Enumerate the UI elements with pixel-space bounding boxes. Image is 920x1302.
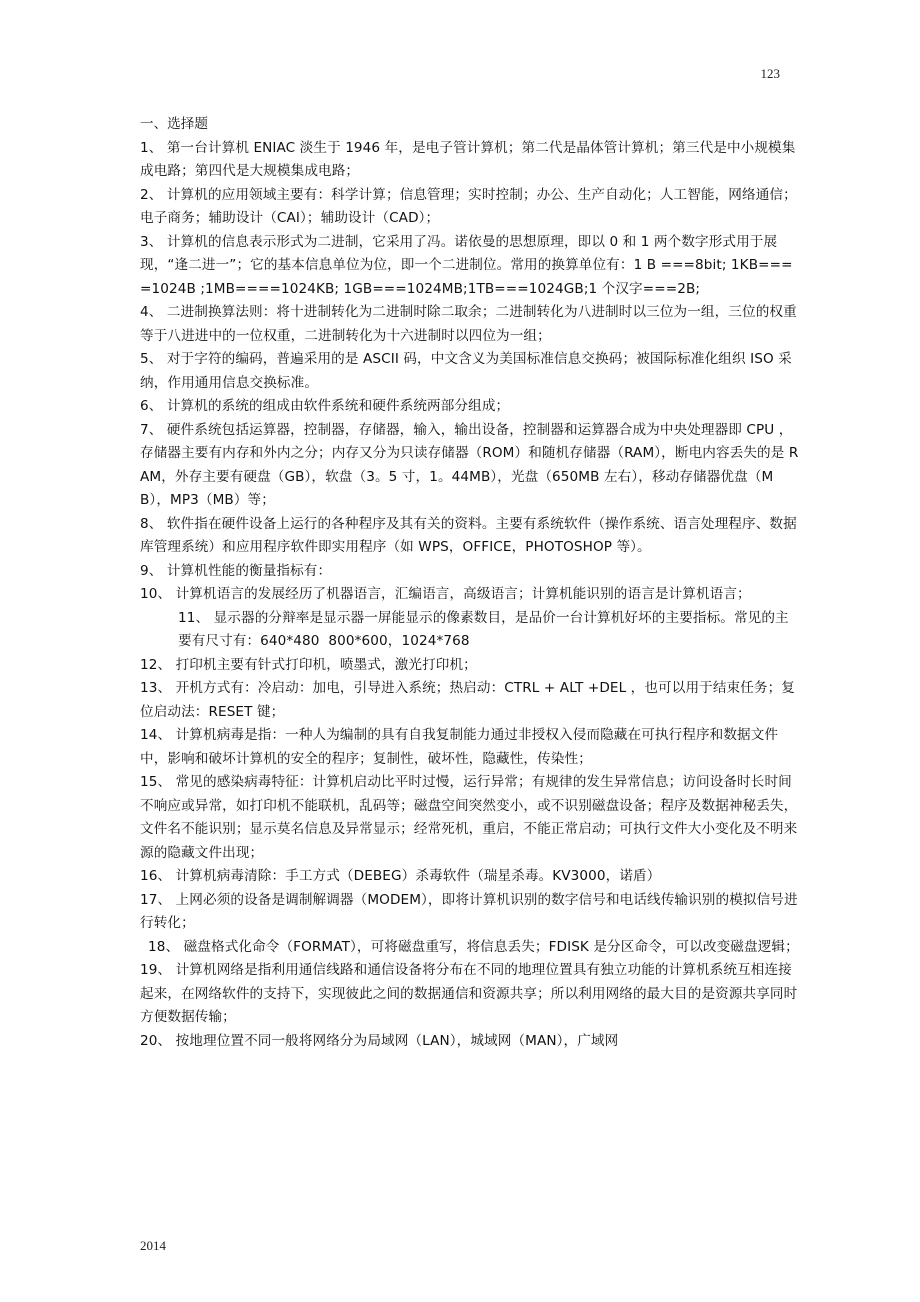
- list-item-8: 8、 软件指在硬件设备上运行的各种程序及其有关的资料。主要有系统软件（操作系统、语言处理程序、数据库管理系统）和应用程序软件即实用程序（如 WPS，OFFICE，PHOTOSHOP 等）。: [140, 515, 797, 555]
- footer-year: 2014: [140, 1238, 166, 1253]
- list-item-14: 14、 计算机病毒是指：一种人为编制的具有自我复制能力通过非授权入侵而隐藏在可执行程序和数据文件中，影响和破坏计算机的安全的程序；复制性，破坏性，隐藏性，传染性；: [140, 727, 779, 767]
- page-number: 123: [760, 66, 780, 81]
- list-item-7: 7、 硬件系统包括运算器，控制器，存储器，输入，输出设备，控制器和运算器合成为中央处理器即 CPU ，存储器主要有内存和外内之分；内存又分为只读存储器（ROM）和随机存储器（RAM），断电内容丢失的是 RAM，外存主要有硬盘（GB），软盘（3。5 寸，1。44MB），光盘（650MB 左右），移动存储器优盘（MB），MP3（MB）等；: [140, 421, 799, 508]
- list-item-1: 1、 第一台计算机 ENIAC 淡生于 1946 年，是电子管计算机；第二代是晶体管计算机；第三代是中小规模集成电路；第四代是大规模集成电路；: [140, 139, 796, 179]
- list-item-16: 16、 计算机病毒清除：手工方式（DEBEG）杀毒软件（瑞星杀毒。KV3000，诺盾）: [140, 868, 661, 884]
- list-item-19: 19、 计算机网络是指利用通信线路和通信设备将分布在不同的地理位置具有独立功能的计算机系统互相连接起来，在网络软件的支持下，实现彼此之间的数据通信和资源共享；所以利用网络的最大目的是资源共享同时方便数据传输；: [140, 962, 798, 1025]
- list-item-6: 6、 计算机的系统的组成由软件系统和硬件系统两部分组成；: [140, 398, 510, 414]
- list-item-15: 15、 常见的感染病毒特征：计算机启动比平时过慢，运行异常；有规律的发生异常信息；访问设备时长时间不响应或异常，如打印机不能联机，乱码等；磁盘空间突然变小，或不识别磁盘设备；程序及数据神秘丢失，文件名不能识别；显示莫名信息及异常显示；经常死机，重启，不能正常启动；可执行文件大小变化及不明来源的隐藏文件出现；: [140, 774, 798, 861]
- list-item-2: 2、 计算机的应用领域主要有：科学计算；信息管理；实时控制；办公、生产自动化；人工智能，网络通信；电子商务；辅助设计（CAI）；辅助设计（CAD）；: [140, 186, 797, 226]
- list-item-3: 3、 计算机的信息表示形式为二进制，它采用了冯。诺依曼的思想原理，即以 0 和 1 两个数字形式用于展现，“逢二进一”；它的基本信息单位为位，即一个二进制位。常用的换算单位有：1 B ===8bit; 1KB====1024B ;1MB====1024KB; 1GB===1024MB;1TB===1024GB;1 个汉字===2B;: [140, 233, 793, 297]
- list-item-5: 5、 对于字符的编码，普遍采用的是 ASCII 码，中文含义为美国标准信息交换码；被国际标准化组织 ISO 采纳，作用通用信息交换标准。: [140, 351, 792, 391]
- list-item-9: 9、 计算机性能的衡量指标有：: [140, 562, 332, 579]
- document-body: [140, 113, 800, 1053]
- list-item-20: 20、 按地理位置不同一般将网络分为局域网（LAN），城域网（MAN），广域网: [140, 1032, 619, 1049]
- list-item-17: 17、 上网必须的设备是调制解调器（MODEM），即将计算机识别的数字信号和电话线传输识别的模拟信号进行转化；: [140, 891, 798, 931]
- list-item-10: 10、 计算机语言的发展经历了机器语言，汇编语言，高级语言；计算机能识别的语言是计算机语言；: [140, 586, 751, 602]
- list-item-12: 12、 打印机主要有针式打印机，喷墨式，激光打印机；: [140, 656, 477, 673]
- list-item-18: 18、 磁盘格式化命令（FORMAT），可将磁盘重写，将信息丢失；FDISK 是分区命令，可以改变磁盘逻辑；: [148, 938, 799, 955]
- section-heading: 一、选择题: [140, 116, 208, 132]
- list-item-11: 11、 显示器的分辩率是显示器一屏能显示的像素数目，是品价一台计算机好坏的主要指标。常见的主要有尺寸有：640*480 800*600，1024*768: [178, 609, 789, 649]
- list-item-13: 13、 开机方式有：冷启动：加电，引导进入系统；热启动：CTRL + ALT +DEL ，也可以用于结束任务；复位启动法：RESET 键；: [140, 680, 795, 720]
- list-item-4: 4、 二进制换算法则：将十进制转化为二进制时除二取余；二进制转化为八进制时以三位为一组，三位的权重等于八进进中的一位权重，二进制转化为十六进制时以四位为一组；: [140, 304, 797, 344]
